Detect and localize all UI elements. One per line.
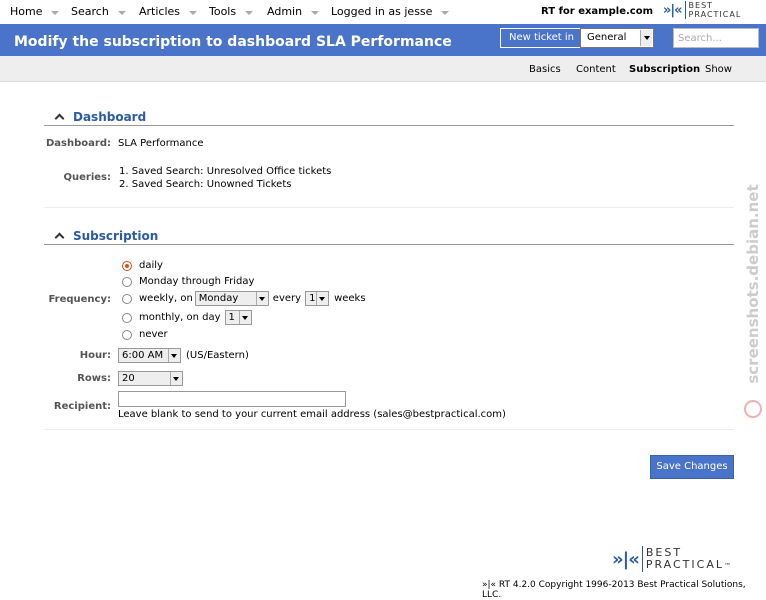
logo-tm: ™ xyxy=(723,561,731,570)
top-menu-bar xyxy=(0,0,766,24)
queries-label: Queries: xyxy=(63,172,111,183)
best-practical-logo-footer[interactable] xyxy=(612,546,731,572)
frequency-monthly-option[interactable] xyxy=(122,310,252,325)
menu-search[interactable] xyxy=(71,5,126,18)
recipient-hint: Leave blank to send to your current email address (sales@bestpractical.com) xyxy=(118,409,506,420)
chevron-up-icon xyxy=(54,231,68,241)
option-label: never xyxy=(139,329,168,340)
hour-row xyxy=(118,348,249,363)
queue-value: General xyxy=(587,32,627,43)
radio-daily[interactable] xyxy=(122,261,132,271)
menu-label: Articles xyxy=(139,5,181,18)
chevron-down-icon xyxy=(441,11,449,15)
rows-row xyxy=(118,371,183,386)
logo-line1: BEST xyxy=(645,545,683,559)
dashboard-name: SLA Performance xyxy=(118,138,204,149)
menu-label: Admin xyxy=(267,5,303,18)
select-value: Monday xyxy=(198,293,239,304)
watermark xyxy=(740,160,766,430)
tab-content[interactable]: Content xyxy=(576,64,616,75)
section-title: Dashboard xyxy=(73,110,147,124)
frequency-never-option[interactable] xyxy=(122,329,168,340)
chevron-down-icon xyxy=(256,292,267,305)
menu-tools[interactable] xyxy=(209,5,253,18)
query-item: 2. Saved Search: Unowned Tickets xyxy=(119,179,292,190)
page-title: Modify the subscription to dashboard SLA Performance xyxy=(14,34,452,50)
footer-copyright: »|« RT 4.2.0 Copyright 1996-2013 Best Practical Solutions, LLC. xyxy=(482,580,746,600)
select-value: 20 xyxy=(122,373,135,384)
new-ticket-button[interactable]: New ticket in xyxy=(500,28,583,48)
option-label: monthly, on day xyxy=(139,312,221,323)
rows-select[interactable] xyxy=(118,371,183,386)
chevron-down-icon xyxy=(51,11,59,15)
logo-divider xyxy=(685,1,686,19)
chevron-down-icon xyxy=(118,11,126,15)
radio-weekdays[interactable] xyxy=(122,277,132,287)
chevron-down-icon xyxy=(189,11,197,15)
radio-weekly[interactable] xyxy=(122,294,132,304)
logo-divider xyxy=(642,546,643,572)
logo-mark-icon: »|« xyxy=(612,548,639,570)
menu-label: Search xyxy=(71,5,109,18)
tab-basics[interactable]: Basics xyxy=(529,64,561,75)
page-header xyxy=(0,24,766,56)
option-label: Monday through Friday xyxy=(139,276,255,287)
every-label: every xyxy=(272,293,302,304)
select-value: 1 xyxy=(228,312,235,323)
logo-text xyxy=(689,1,742,19)
menu-home[interactable] xyxy=(10,5,59,18)
select-value: 1 xyxy=(309,293,316,304)
menu-label: Tools xyxy=(209,5,237,18)
chevron-down-icon xyxy=(640,30,652,46)
tab-show[interactable]: Show xyxy=(705,64,732,75)
recipient-input[interactable] xyxy=(118,391,346,407)
section-divider xyxy=(44,207,734,208)
save-changes-button[interactable]: Save Changes xyxy=(650,455,734,479)
menu-logged-in[interactable] xyxy=(331,5,449,18)
hour-select[interactable] xyxy=(118,348,181,363)
chevron-up-icon xyxy=(54,112,68,122)
radio-never[interactable] xyxy=(122,330,132,340)
frequency-daily-option[interactable] xyxy=(122,260,163,271)
chevron-down-icon xyxy=(168,349,179,362)
watermark-logo-icon xyxy=(744,400,762,418)
logo-line2: PRACTICAL xyxy=(645,557,724,571)
search-input[interactable] xyxy=(673,28,759,48)
frequency-label: Frequency: xyxy=(48,294,111,305)
logo-line1: BEST xyxy=(688,1,714,10)
tab-subscription[interactable]: Subscription xyxy=(629,64,701,75)
frequency-weekly-option[interactable] xyxy=(122,291,366,306)
menu-admin[interactable] xyxy=(267,5,319,18)
section-title: Subscription xyxy=(73,229,159,243)
chevron-down-icon xyxy=(170,372,181,385)
weekly-every-select[interactable] xyxy=(305,291,329,306)
chevron-down-icon xyxy=(245,11,253,15)
query-item: 1. Saved Search: Unresolved Office tickets xyxy=(119,166,332,177)
subscription-section-header[interactable] xyxy=(44,228,734,245)
menu-label: Logged in as jesse xyxy=(331,5,433,18)
weekly-day-select[interactable] xyxy=(195,291,269,306)
hour-label: Hour: xyxy=(79,350,111,361)
logo-mark-icon: »|« xyxy=(663,2,682,18)
chevron-down-icon xyxy=(239,311,250,324)
chevron-down-icon xyxy=(316,292,327,305)
rows-label: Rows: xyxy=(77,373,111,384)
recipient-label: Recipient: xyxy=(53,401,111,412)
option-label: weekly, on xyxy=(139,293,193,304)
queue-select[interactable] xyxy=(580,28,654,48)
chevron-down-icon xyxy=(311,11,319,15)
timezone-label: (US/Eastern) xyxy=(186,350,249,361)
select-value: 6:00 AM xyxy=(122,350,164,361)
weeks-label: weeks xyxy=(334,293,366,304)
section-divider xyxy=(44,429,734,430)
monthly-day-select[interactable] xyxy=(225,310,252,325)
logo-line2: PRACTICAL xyxy=(688,10,742,19)
logo-text xyxy=(646,547,731,572)
frequency-weekdays-option[interactable] xyxy=(122,276,254,287)
best-practical-logo[interactable] xyxy=(663,1,741,19)
rt-for-label: RT for example.com xyxy=(541,6,653,17)
watermark-text: screenshots.debian.net xyxy=(744,184,762,384)
option-label: daily xyxy=(139,260,163,271)
radio-monthly[interactable] xyxy=(122,313,132,323)
menu-articles[interactable] xyxy=(139,5,197,18)
dashboard-label: Dashboard: xyxy=(46,138,111,149)
page-subnav xyxy=(0,56,766,82)
menu-label: Home xyxy=(10,5,43,18)
dashboard-section-header[interactable] xyxy=(44,109,734,126)
